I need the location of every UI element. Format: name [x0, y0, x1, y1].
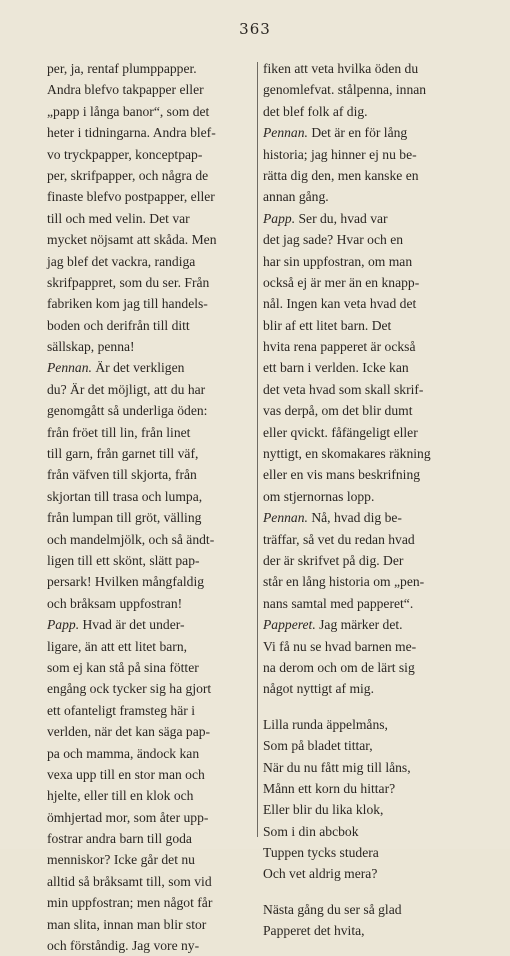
text-line	[47, 571, 257, 592]
text-line	[263, 464, 483, 485]
line-text: Ser du, hvad var	[295, 210, 388, 226]
text-line	[263, 336, 483, 357]
line-text: blir af ett litet barn. Det	[263, 317, 392, 333]
text-line	[263, 251, 483, 272]
text-line	[263, 315, 483, 336]
text-line	[263, 58, 483, 79]
text-line	[263, 529, 483, 550]
text-line	[263, 778, 483, 799]
line-text: Papperet det hvita,	[263, 923, 365, 939]
text-line	[47, 764, 257, 785]
text-line	[47, 849, 257, 870]
line-text: från väfven till skjorta, från	[47, 467, 197, 483]
text-line	[47, 336, 257, 357]
text-line	[47, 593, 257, 614]
line-text: som ej kan stå på sina fötter	[47, 659, 199, 675]
line-text: Hvad är det under-	[79, 617, 185, 633]
speaker-name: Pennan.	[47, 360, 92, 376]
line-text: nans samtal med papperet“.	[263, 595, 414, 611]
line-text: skjortan till trasa och lumpa,	[47, 488, 203, 504]
line-text: Som på bladet tittar,	[263, 738, 373, 754]
text-line	[47, 614, 257, 635]
text-line	[263, 593, 483, 614]
text-line	[263, 714, 483, 735]
text-line	[263, 486, 483, 507]
line-text: Vi få nu se hvad barnen me-	[263, 638, 417, 654]
line-text: genomlefvat. stålpenna, innan	[263, 82, 427, 98]
text-line	[47, 807, 257, 828]
text-line	[263, 272, 483, 293]
line-text: annan gång.	[263, 189, 329, 205]
text-line	[47, 208, 257, 229]
text-line	[47, 144, 257, 165]
text-line	[47, 721, 257, 742]
text-line	[263, 550, 483, 571]
line-text: vexa upp till en stor man och	[47, 766, 205, 782]
text-line	[47, 892, 257, 913]
line-text: mycket nöjsamt att skåda. Men	[47, 232, 217, 248]
text-line	[263, 757, 483, 778]
line-text: till garn, från garnet till väf,	[47, 446, 199, 462]
line-text: genomgått så underliga öden:	[47, 403, 208, 419]
line-text: När du nu fått mig till låns,	[263, 759, 411, 775]
line-text: något nyttigt af mig.	[263, 681, 375, 697]
line-text: jag blef det vackra, randiga	[47, 253, 196, 269]
line-text: persark! Hvilken mångfaldig	[47, 574, 205, 590]
line-text: nål. Ingen kan veta hvad det	[263, 296, 417, 312]
text-line	[47, 79, 257, 100]
column-divider	[257, 62, 258, 837]
text-line	[263, 657, 483, 678]
line-text: ett ofanteligt framsteg här i	[47, 702, 195, 718]
text-line	[47, 357, 257, 378]
text-line	[263, 799, 483, 820]
text-line	[263, 571, 483, 592]
line-text: eller en vis mans beskrifning	[263, 467, 421, 483]
line-text: nyttigt, en skomakares räkning	[263, 446, 431, 462]
line-text: eller qvickt. fåfängeligt eller	[263, 424, 418, 440]
text-line	[263, 678, 483, 699]
text-line	[47, 422, 257, 443]
line-text: Som i din abcbok	[263, 823, 359, 839]
line-text: Lilla runda äppelmåns,	[263, 716, 388, 732]
line-text: Jag märker det.	[315, 617, 403, 633]
text-line	[263, 863, 483, 884]
line-text: finaste blefvo postpapper, eller	[47, 189, 215, 205]
text-line	[47, 443, 257, 464]
line-text: menniskor? Icke går det nu	[47, 852, 195, 868]
text-line	[263, 144, 483, 165]
text-line	[47, 678, 257, 699]
line-text: och bråksam uppfostran!	[47, 595, 183, 611]
line-text: pa och mamma, ändock kan	[47, 745, 200, 761]
line-text: hjelte, eller till en klok och	[47, 788, 194, 804]
text-line	[263, 122, 483, 143]
right-column	[263, 58, 483, 942]
text-line	[47, 507, 257, 528]
line-text: ligen till ett skönt, slätt pap-	[47, 552, 200, 568]
line-text: historia; jag hinner ej nu be-	[263, 146, 417, 162]
line-text: vo tryckpapper, konceptpap-	[47, 146, 203, 162]
text-line	[47, 58, 257, 79]
speaker-name: Papperet.	[263, 617, 316, 633]
line-text: från fröet till lin, från linet	[47, 424, 191, 440]
stanza-break	[263, 885, 483, 899]
speaker-name: Papp.	[47, 617, 80, 633]
line-text: Eller blir du lika klok,	[263, 802, 384, 818]
line-text: Tuppen tycks studera	[263, 845, 379, 861]
line-text: och mandelmjölk, och så ändt-	[47, 531, 215, 547]
line-text: Nå, hvad dig be-	[307, 510, 402, 526]
text-line	[47, 636, 257, 657]
line-text: det jag sade? Hvar och en	[263, 232, 404, 248]
text-line	[47, 550, 257, 571]
line-text: man slita, innan man blir stor	[47, 916, 207, 932]
speaker-name: Pennan.	[263, 510, 308, 526]
line-text: der är skrifvet på dig. Der	[263, 552, 404, 568]
text-line	[47, 122, 257, 143]
line-text: heter i tidningarna. Andra blef-	[47, 125, 216, 141]
line-text: verlden, när det kan säga pap-	[47, 724, 211, 740]
line-text: min uppfostran; men något får	[47, 895, 213, 911]
line-text: träffar, så vet du redan hvad	[263, 531, 415, 547]
text-line	[47, 379, 257, 400]
line-text: hvita rena papperet är också	[263, 339, 416, 355]
text-line	[47, 871, 257, 892]
line-text: står en lång historia om „pen-	[263, 574, 425, 590]
line-text: ligare, än att ett litet barn,	[47, 638, 188, 654]
text-line	[263, 821, 483, 842]
line-text: och förståndig. Jag vore ny-	[47, 938, 200, 954]
text-line	[47, 914, 257, 935]
text-line	[47, 272, 257, 293]
text-line	[263, 165, 483, 186]
line-text: boden och derifrån till ditt	[47, 317, 190, 333]
text-line	[47, 935, 257, 956]
line-text: per, ja, rentaf plumppapper.	[47, 61, 197, 76]
text-line	[263, 229, 483, 250]
text-line	[47, 785, 257, 806]
text-line	[263, 443, 483, 464]
text-line	[47, 315, 257, 336]
line-text: sällskap, penna!	[47, 339, 135, 355]
text-line	[47, 186, 257, 207]
text-line	[47, 743, 257, 764]
text-line	[263, 920, 483, 941]
text-line	[263, 79, 483, 100]
text-line	[47, 400, 257, 421]
text-line	[263, 186, 483, 207]
text-line	[263, 735, 483, 756]
text-line	[47, 464, 257, 485]
line-text: Det är en för lång	[307, 125, 408, 141]
line-text: Och vet aldrig mera?	[263, 866, 378, 882]
line-text: alltid så bråksamt till, som vid	[47, 873, 212, 889]
text-line	[47, 251, 257, 272]
line-text: det blef folk af dig.	[263, 103, 368, 119]
text-line	[47, 828, 257, 849]
text-line	[263, 208, 483, 229]
page-number: 363	[239, 20, 271, 38]
line-text: fiken att veta hvilka öden du	[263, 61, 419, 76]
line-text: engång ock tycker sig ha gjort	[47, 681, 212, 697]
speaker-name: Papp.	[263, 210, 296, 226]
speaker-name: Pennan.	[263, 125, 308, 141]
text-line	[47, 529, 257, 550]
text-line	[263, 357, 483, 378]
line-text: också ej är mer än en knapp-	[263, 274, 420, 290]
line-text: fabriken kom jag till handels-	[47, 296, 208, 312]
line-text: om stjernornas lopp.	[263, 488, 375, 504]
line-text: Andra blefvo takpapper eller	[47, 82, 204, 98]
text-line	[47, 165, 257, 186]
line-text: „papp i långa banor“, som det	[47, 103, 210, 119]
text-line	[263, 507, 483, 528]
line-text: det veta hvad som skall skrif-	[263, 381, 424, 397]
line-text: har sin uppfostran, om man	[263, 253, 413, 269]
text-line	[263, 614, 483, 635]
text-line	[47, 700, 257, 721]
line-text: vas derpå, om det blir dumt	[263, 403, 413, 419]
line-text: Nästa gång du ser så glad	[263, 901, 402, 917]
line-text: fostrar andra barn till goda	[47, 831, 192, 847]
line-text: rätta dig den, men kanske en	[263, 167, 419, 183]
text-line	[263, 293, 483, 314]
text-line	[47, 293, 257, 314]
stanza-break	[263, 700, 483, 714]
line-text: na derom och om de lärt sig	[263, 659, 415, 675]
line-text: Månn ett korn du hittar?	[263, 780, 396, 796]
text-line	[263, 636, 483, 657]
text-line	[263, 400, 483, 421]
text-line	[263, 422, 483, 443]
line-text: ömhjertad mor, som åter upp-	[47, 809, 209, 825]
line-text: ett barn i verlden. Icke kan	[263, 360, 409, 376]
line-text: per, skrifpapper, och några de	[47, 167, 209, 183]
line-text: Är det verkligen	[91, 360, 185, 376]
text-line	[263, 379, 483, 400]
line-text: du? Är det möjligt, att du har	[47, 381, 206, 397]
left-column	[47, 58, 257, 956]
line-text: till och med velin. Det var	[47, 210, 190, 226]
text-line	[47, 229, 257, 250]
text-line	[263, 101, 483, 122]
text-line	[263, 899, 483, 920]
text-line	[47, 657, 257, 678]
line-text: skrifpappret, som du ser. Från	[47, 274, 210, 290]
line-text: från lumpan till gröt, välling	[47, 510, 202, 526]
text-line	[47, 101, 257, 122]
text-line	[263, 842, 483, 863]
text-line	[47, 486, 257, 507]
